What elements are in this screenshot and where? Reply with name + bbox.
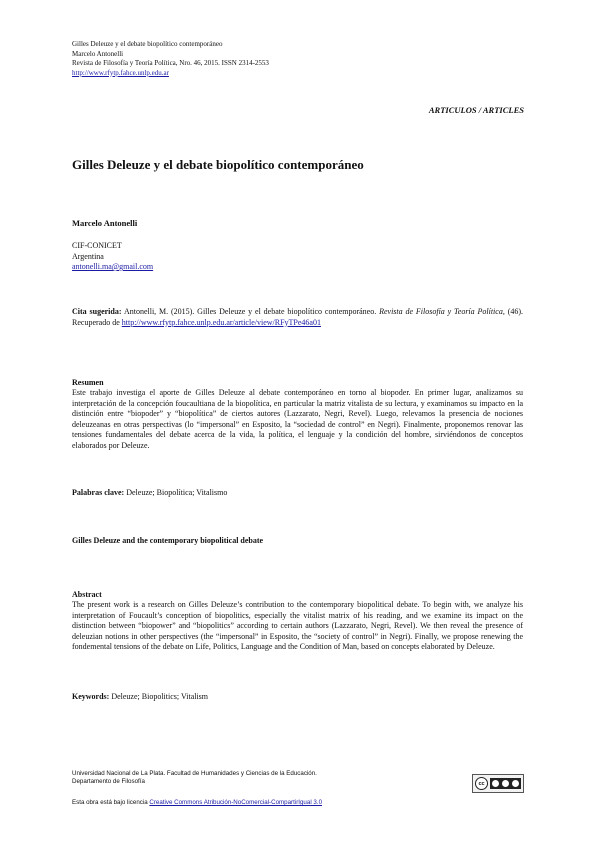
author-email-link[interactable]: antonelli.ma@gmail.com <box>72 262 154 271</box>
cc-sa-icon <box>512 780 519 787</box>
english-title: Gilles Deleuze and the contemporary biopolitical debate <box>72 536 264 545</box>
affiliation-country: Argentina <box>72 251 104 261</box>
cc-nc-icon <box>502 780 509 787</box>
keywords-english <box>72 692 208 701</box>
header-line-journal: Revista de Filosofía y Teoría Política, Nro. 46, 2015. ISSN 2314-2553 <box>72 59 269 67</box>
abstract-spanish <box>72 378 523 452</box>
citation-issue: , (46). Recuperado de <box>72 307 524 327</box>
license-prefix: Esta obra está bajo licencia <box>72 799 150 806</box>
author-name: Marcelo Antonelli <box>72 218 138 228</box>
header-journal-link[interactable]: http://www.rfytp.fahce.unlp.edu.ar <box>72 68 169 77</box>
running-header <box>72 40 269 78</box>
footer-institution: Universidad Nacional de La Plata. Facultad de Humanidades y Ciencias de la Educación. <box>72 770 317 777</box>
citation-label: Cita sugerida: <box>72 307 122 316</box>
keywords-es-label: Palabras clave: <box>72 488 125 497</box>
license-notice <box>72 799 322 806</box>
license-link[interactable]: Creative Commons Atribución-NoComercial-CompartirIgual 3.0 <box>149 799 323 806</box>
header-line-title: Gilles Deleuze y el debate biopolítico contemporáneo <box>72 40 223 48</box>
article-title: Gilles Deleuze y el debate biopolítico contemporáneo <box>72 157 364 172</box>
cc-by-icon <box>492 780 499 787</box>
keywords-en-label: Keywords: <box>72 692 110 701</box>
abstract-en-text: The present work is a research on Gilles Deleuze’s contribution to the contemporary biopolitical debate. To begin with, we analyze his interpretation of Foucault’s conception of biopolitics, especially the vitalist matrix of his reading, and we examine its impact on the distinction between “biopower” and “biopolitics” according to certain authors (Lazzarato, Negri, Revel). We then reveal the presence of deleuzian notions in other perspectives (the “impersonal” in Esposito, the “society of control” in Negri). Finally, we propose renewing the fondemental tensions of the debate on Life, Politics, Language and the Condition of Man, based on concepts elaborated by Deleuze. <box>72 600 523 652</box>
header-line-author: Marcelo Antonelli <box>72 49 124 58</box>
section-tag: ARTICULOS / ARTICLES <box>428 105 524 115</box>
citation-journal: Revista de Filosofía y Teoría Política <box>379 307 503 316</box>
footer-department: Departamento de Filosofía <box>72 778 145 785</box>
citation-link[interactable]: http://www.rfytp.fahce.unlp.edu.ar/article/view/RFyTPe46a01 <box>121 317 321 327</box>
suggested-citation <box>72 307 523 328</box>
abstract-es-text: Este trabajo investiga el aporte de Gilles Deleuze al debate contemporáneo en torno al biopoder. En primer lugar, analizamos su interpretación de la concepción foucaultiana de la biopolítica, en particular la matriz vitalista de su lectura, y examinamos su impacto en la distinción entre “biopoder” y “biopolítica” de ciertos autores (Lazzarato, Negri, Revel). Luego, relevamos la presencia de nociones deleuzeanas en otras perspectivas (lo “impersonal” en Esposito, la “sociedad de control” en Negri). Finalmente, proponemos renovar las tensiones fundamentales del debate acerca de la vida, la política, el lenguaje y la condición del hombre, sirviéndonos de conceptos elaborados por Deleuze. <box>72 388 523 450</box>
citation-text: Antonelli, M. (2015). Gilles Deleuze y el debate biopolítico contemporáneo. <box>121 307 380 316</box>
cc-license-strip-icon <box>490 778 521 789</box>
affiliation-institution: CIF-CONICET <box>72 241 122 250</box>
institution-footer <box>72 770 317 786</box>
keywords-en-text: Deleuze; Biopolitics; Vitalism <box>109 692 209 701</box>
cc-logo-icon: cc <box>475 777 488 790</box>
creative-commons-by-nc-sa-icon[interactable] <box>472 774 524 793</box>
abstract-es-heading: Resumen <box>72 378 104 387</box>
keywords-spanish <box>72 488 227 497</box>
author-affiliation <box>72 241 153 273</box>
abstract-english <box>72 590 523 653</box>
keywords-es-text: Deleuze; Biopolítica; Vitalismo <box>124 488 228 497</box>
abstract-en-heading: Abstract <box>72 590 102 599</box>
